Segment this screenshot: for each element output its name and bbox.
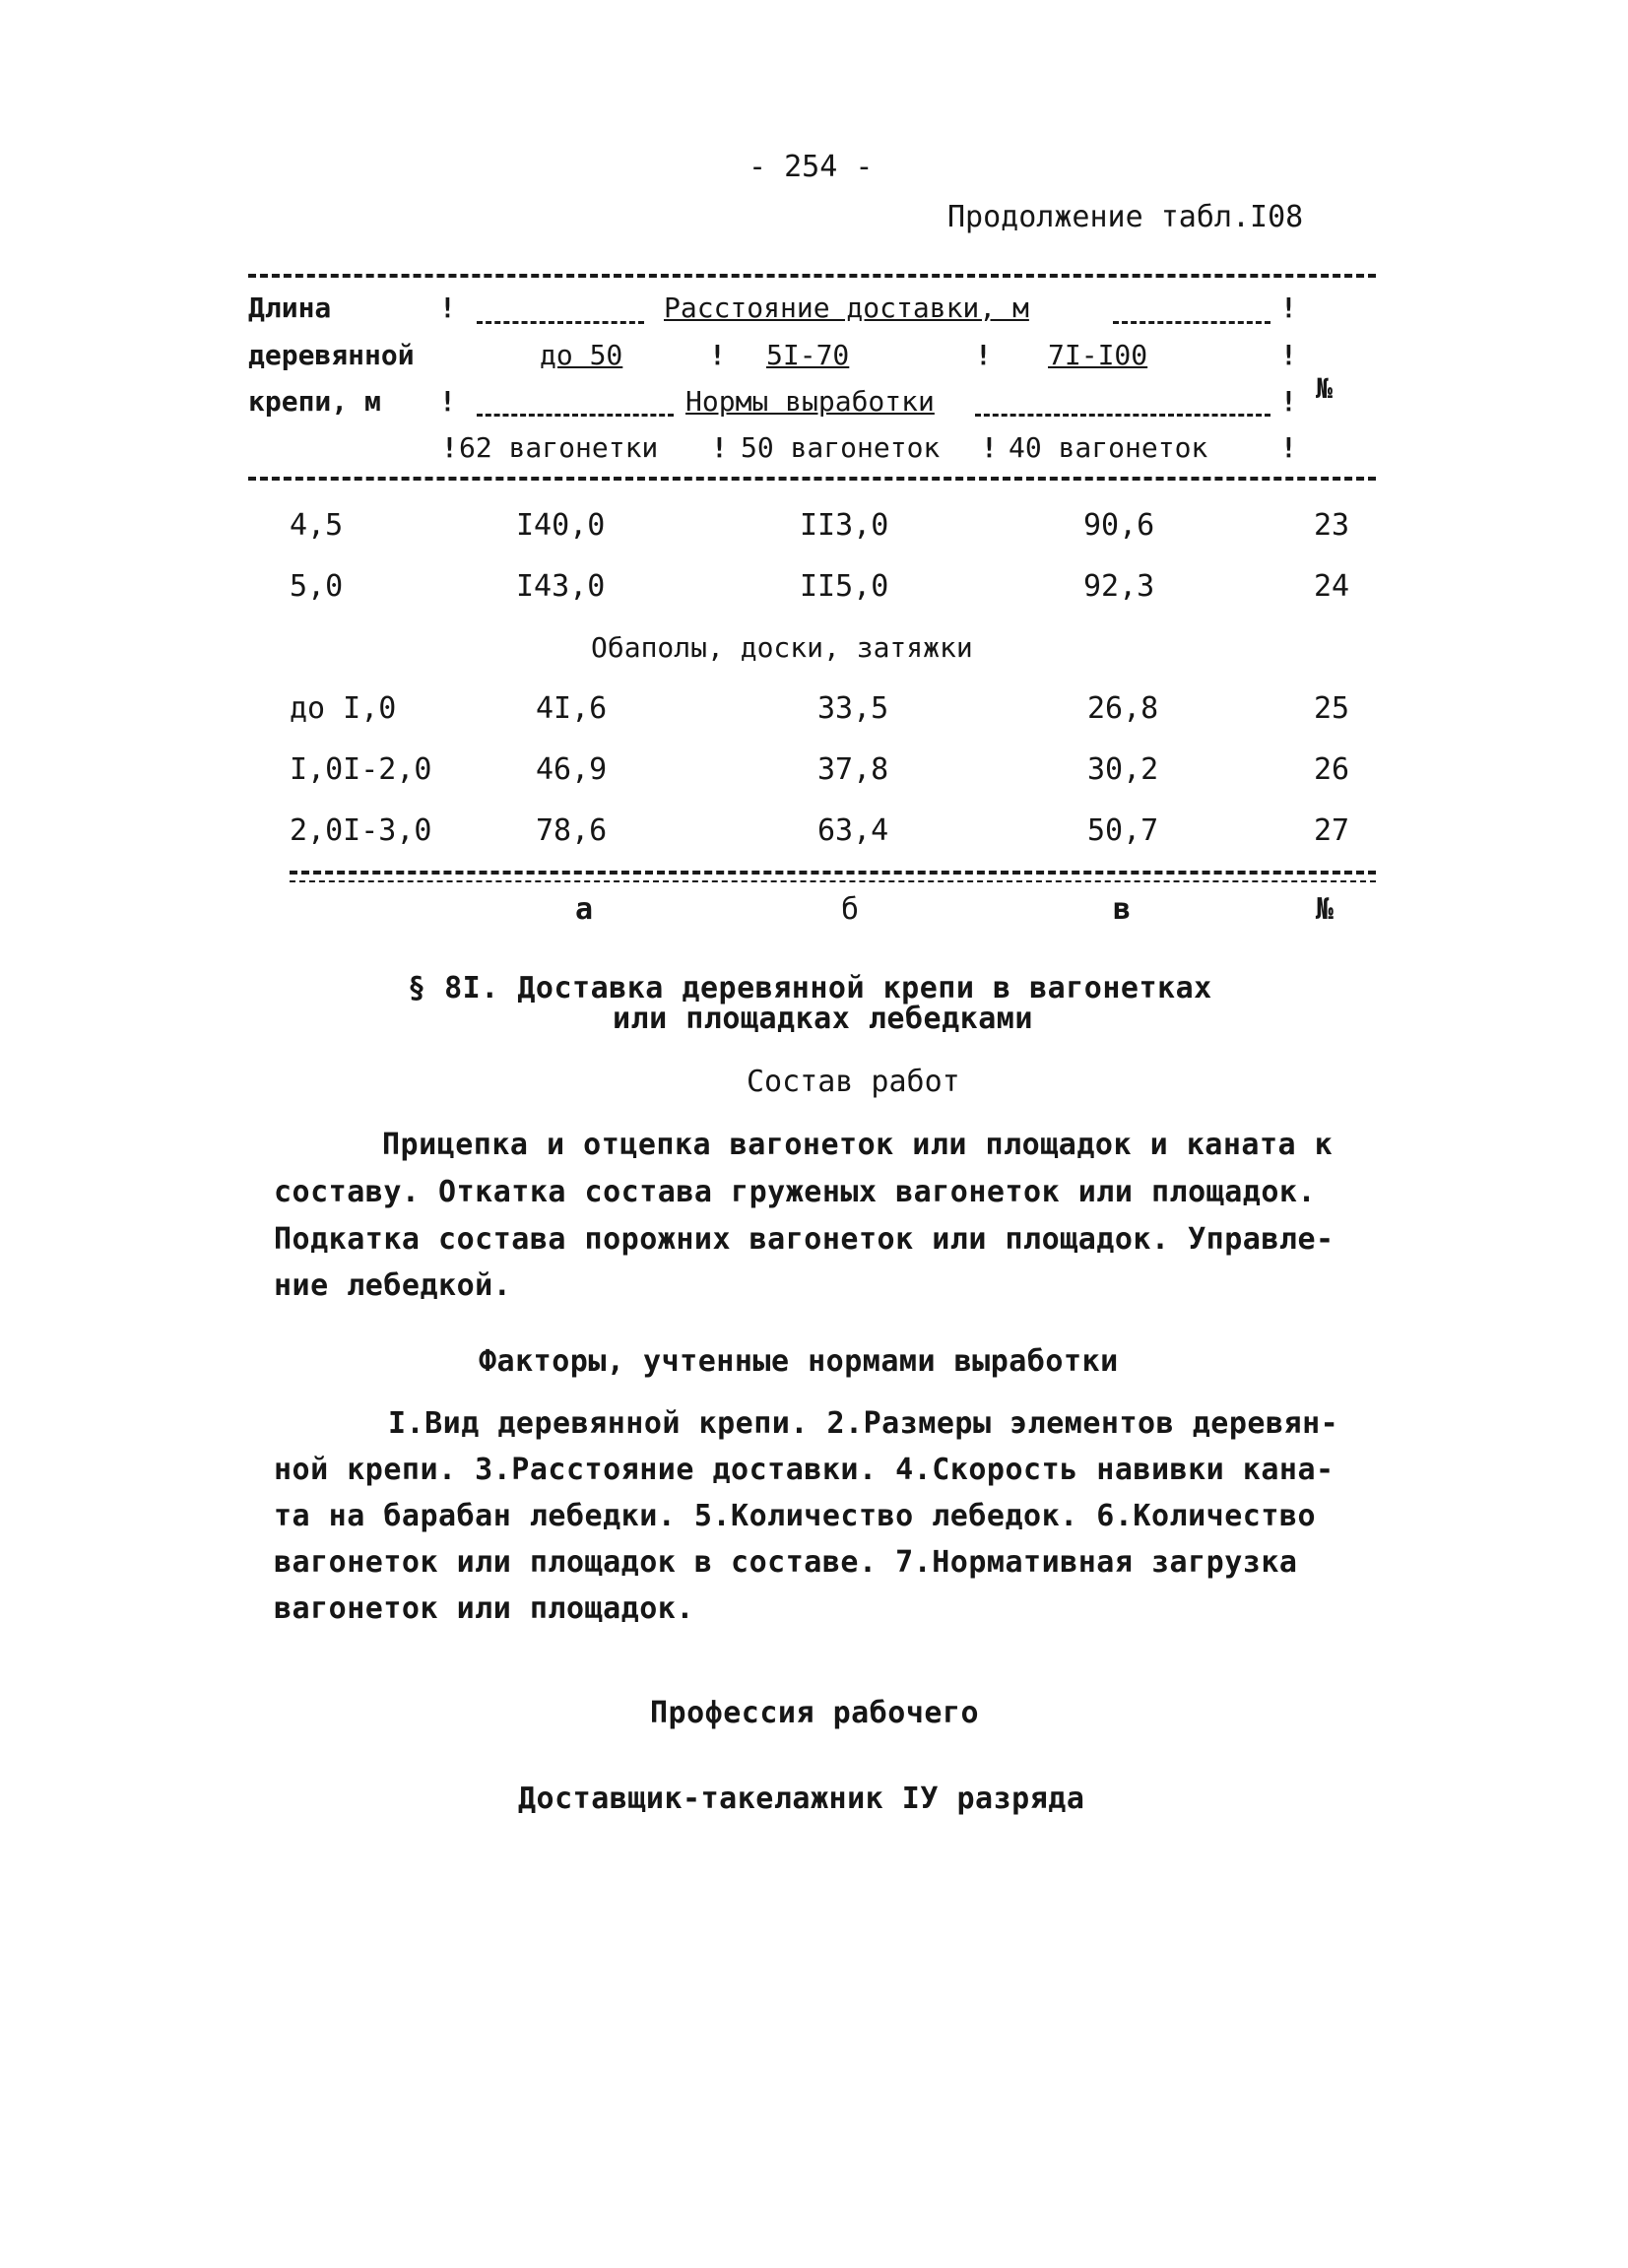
footer-col-a: а (575, 892, 594, 927)
profession-heading: Профессия рабочего (650, 1696, 980, 1730)
header-norms-title: Нормы выработки (685, 385, 935, 418)
cell-length: до I,0 (290, 691, 397, 726)
header-dash (975, 414, 1270, 417)
page-number: - 254 - (749, 150, 874, 184)
cell-length: 5,0 (290, 569, 344, 604)
cell-b: 63,4 (817, 813, 889, 848)
cell-a: I43,0 (516, 569, 606, 604)
table-header-rule (248, 477, 1376, 481)
header-separator: ! (1280, 292, 1297, 324)
header-separator: ! (1280, 339, 1297, 371)
section-title: § 8I. Доставка деревянной крепи в вагонетках (408, 971, 1212, 1005)
cell-no: 23 (1314, 508, 1350, 543)
cell-length: 4,5 (290, 508, 344, 543)
header-separator: ! (1280, 385, 1297, 418)
header-dist-b: 5I-70 (766, 339, 850, 371)
cell-c: 90,6 (1083, 508, 1155, 543)
cell-no: 26 (1314, 752, 1350, 787)
work-line: Подкатка состава порожних вагонеток или площадок. Управле- (274, 1222, 1335, 1257)
header-separator: ! (1280, 431, 1297, 464)
header-dist-a: до 50 (540, 339, 623, 371)
factors-line: вагонеток или площадок в составе. 7.Нормативная загрузка (274, 1545, 1298, 1580)
header-length-line2: деревянной (248, 339, 415, 371)
header-dist-c: 7I-I00 (1048, 339, 1148, 371)
header-number-col: № (1316, 372, 1333, 405)
cell-a: 78,6 (536, 813, 608, 848)
header-distance-title: Расстояние доставки, м (664, 292, 1029, 324)
header-separator: ! (711, 431, 728, 464)
work-heading: Состав работ (747, 1065, 960, 1099)
header-dash (477, 414, 674, 417)
cell-c: 92,3 (1083, 569, 1155, 604)
header-separator: ! (709, 339, 726, 371)
header-separator: ! (439, 292, 456, 324)
cell-c: 30,2 (1087, 752, 1159, 787)
work-line: ние лебедкой. (274, 1268, 512, 1303)
header-separator: ! (981, 431, 998, 464)
header-separator: ! (441, 431, 458, 464)
factors-line: та на барабан лебедки. 5.Количество лебедок. 6.Количество (274, 1499, 1317, 1533)
cell-b: II5,0 (800, 569, 889, 604)
table-bottom-rule (290, 880, 1376, 882)
table-top-rule (248, 274, 1376, 278)
footer-col-no: № (1316, 892, 1335, 927)
factors-line: ной крепи. 3.Расстояние доставки. 4.Скорость навивки кана- (274, 1453, 1335, 1487)
cell-no: 27 (1314, 813, 1350, 848)
cell-b: II3,0 (800, 508, 889, 543)
header-length-line1: Длина (248, 292, 332, 324)
cell-a: 46,9 (536, 752, 608, 787)
profession-value: Доставщик-такелажник IУ разряда (518, 1782, 1085, 1816)
section-title: или площадках лебедками (613, 1002, 1033, 1036)
footer-col-b: б (841, 892, 860, 927)
cell-length: 2,0I-3,0 (290, 813, 432, 848)
factors-heading: Факторы, учтенные нормами выработки (479, 1344, 1119, 1379)
cell-a: I40,0 (516, 508, 606, 543)
factors-line: вагонеток или площадок. (274, 1591, 694, 1626)
table-subheading: Обаполы, доски, затяжки (591, 631, 973, 664)
cell-b: 37,8 (817, 752, 889, 787)
cell-b: 33,5 (817, 691, 889, 726)
header-unit-c: 40 вагонеток (1009, 431, 1208, 464)
header-unit-b: 50 вагонеток (741, 431, 941, 464)
factors-line: I.Вид деревянной крепи. 2.Размеры элементов деревян- (388, 1406, 1339, 1441)
header-separator: ! (439, 385, 456, 418)
cell-no: 25 (1314, 691, 1350, 726)
header-dash (477, 321, 644, 324)
work-line: Прицепка и отцепка вагонеток или площадок и каната к (382, 1128, 1334, 1162)
header-unit-a: 62 вагонетки (459, 431, 659, 464)
table-continuation-label: Продолжение табл.I08 (947, 200, 1304, 234)
cell-no: 24 (1314, 569, 1350, 604)
header-length-line3: крепи, м (248, 385, 381, 418)
cell-c: 26,8 (1087, 691, 1159, 726)
cell-length: I,0I-2,0 (290, 752, 432, 787)
footer-col-c: в (1113, 892, 1132, 927)
table-bottom-rule (290, 871, 1376, 875)
header-separator: ! (975, 339, 992, 371)
work-line: составу. Откатка состава груженых вагонеток или площадок. (274, 1175, 1317, 1209)
cell-a: 4I,6 (536, 691, 608, 726)
header-dash (1113, 321, 1270, 324)
cell-c: 50,7 (1087, 813, 1159, 848)
